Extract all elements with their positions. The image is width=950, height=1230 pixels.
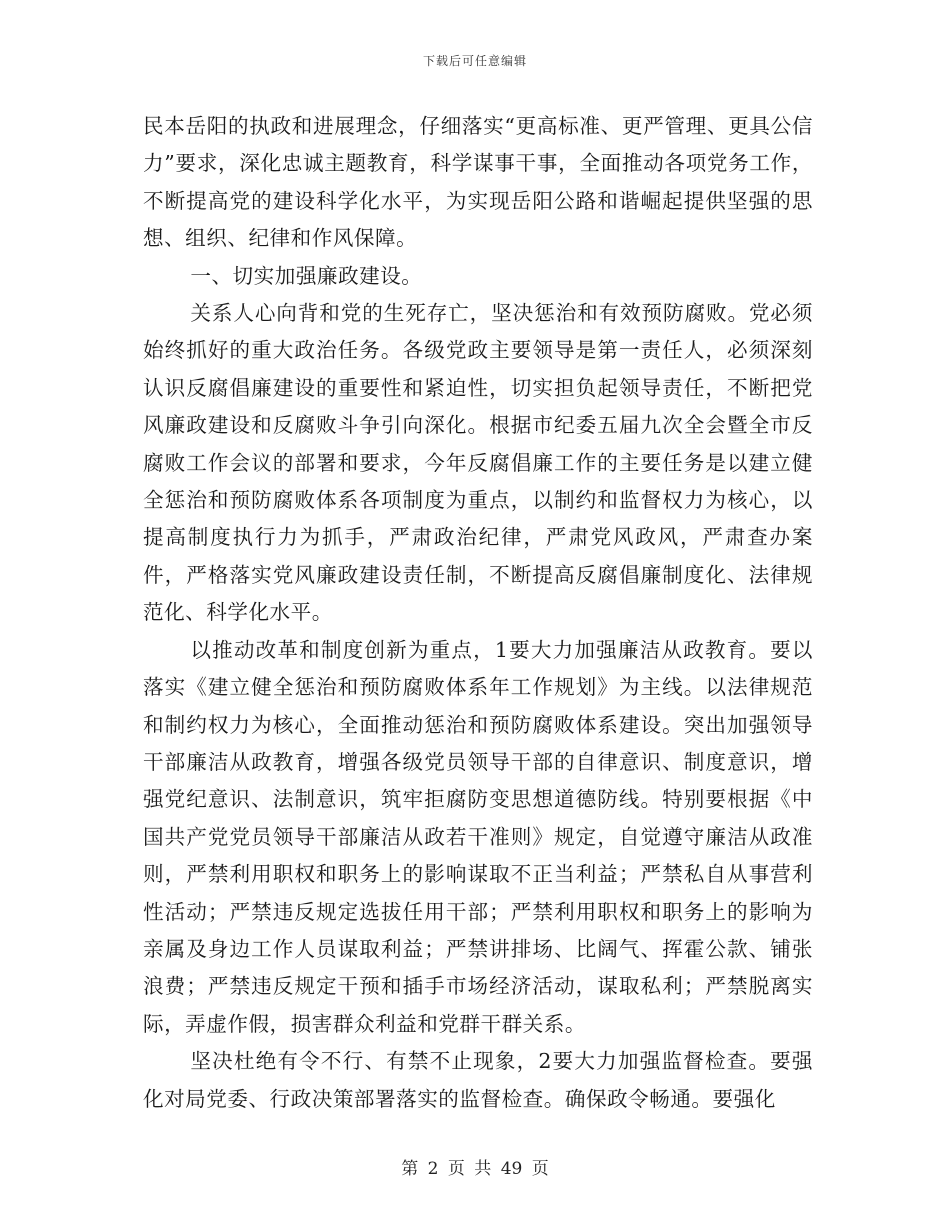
section-heading: 一、切实加强廉政建设。 bbox=[190, 263, 423, 288]
paragraph-continued: 民本岳阳的执政和进展理念，仔细落实“更高标准、更严管理、更具公信力”要求，深化忠诚主题教育，科学谋事干事，全面推动各项党务工作，不断提高党的建设科学化水平，为实现岳阳公路和谐崛起提供坚强的思想、组织、纪律和作风保障。 bbox=[143, 114, 813, 251]
footer-current-page: 2 bbox=[427, 1159, 439, 1179]
footer-label-total: 共 bbox=[474, 1159, 492, 1179]
footer-label-page: 第 bbox=[401, 1159, 419, 1179]
page-number-footer bbox=[0, 1154, 950, 1179]
paragraph: 以推动改革和制度创新为重点，1要大力加强廉洁从政教育。要以落实《建立健全惩治和预防腐败体系年工作规划》为主线。以法律规范和制约权力为核心，全面推动惩治和预防腐败体系建设。突出加强领导干部廉洁从政教育，增强各级党员领导干部的自律意识、制度意识，增强党纪意识、法制意识，筑牢拒腐防变思想道德防线。特别要根据《中国共产党党员领导干部廉洁从政若干准则》规定，自觉遵守廉洁从政准则，严禁利用职权和职务上的影响谋取不正当利益；严禁私自从事营利性活动；严禁违反规定选拔任用干部；严禁利用职权和职务上的影响为亲属及身边工作人员谋取利益；严禁讲排场、比阔气、挥霍公款、铺张浪费；严禁违反规定干预和插手市场经济活动，谋取私利；严禁脱离实际，弄虚作假，损害群众利益和党群干群关系。 bbox=[143, 637, 813, 1036]
paragraph: 坚决杜绝有令不行、有禁不止现象，2要大力加强监督检查。要强化对局党委、行政决策部署落实的监督检查。确保政令畅通。要强化 bbox=[143, 1049, 813, 1111]
footer-total-pages: 49 bbox=[500, 1159, 523, 1179]
footer-label-unit: 页 bbox=[447, 1159, 465, 1179]
footer-label-unit-end: 页 bbox=[531, 1159, 549, 1179]
page-header-note: 下载后可任意编辑 bbox=[422, 54, 527, 68]
paragraph: 关系人心向背和党的生死存亡，坚决惩治和有效预防腐败。党必须始终抓好的重大政治任务。各级党政主要领导是第一责任人，必须深刻认识反腐倡廉建设的重要性和紧迫性，切实担负起领导责任，不断把党风廉政建设和反腐败斗争引向深化。根据市纪委五届九次全会暨全市反腐败工作会议的部署和要求，今年反腐倡廉工作的主要任务是以建立健全惩治和预防腐败体系各项制度为重点，以制约和监督权力为核心，以提高制度执行力为抓手，严肃政治纪律，严肃党风政风，严肃查办案件，严格落实党风廉政建设责任制，不断提高反腐倡廉制度化、法律规范化、科学化水平。 bbox=[143, 301, 813, 625]
document-body bbox=[143, 108, 813, 1118]
